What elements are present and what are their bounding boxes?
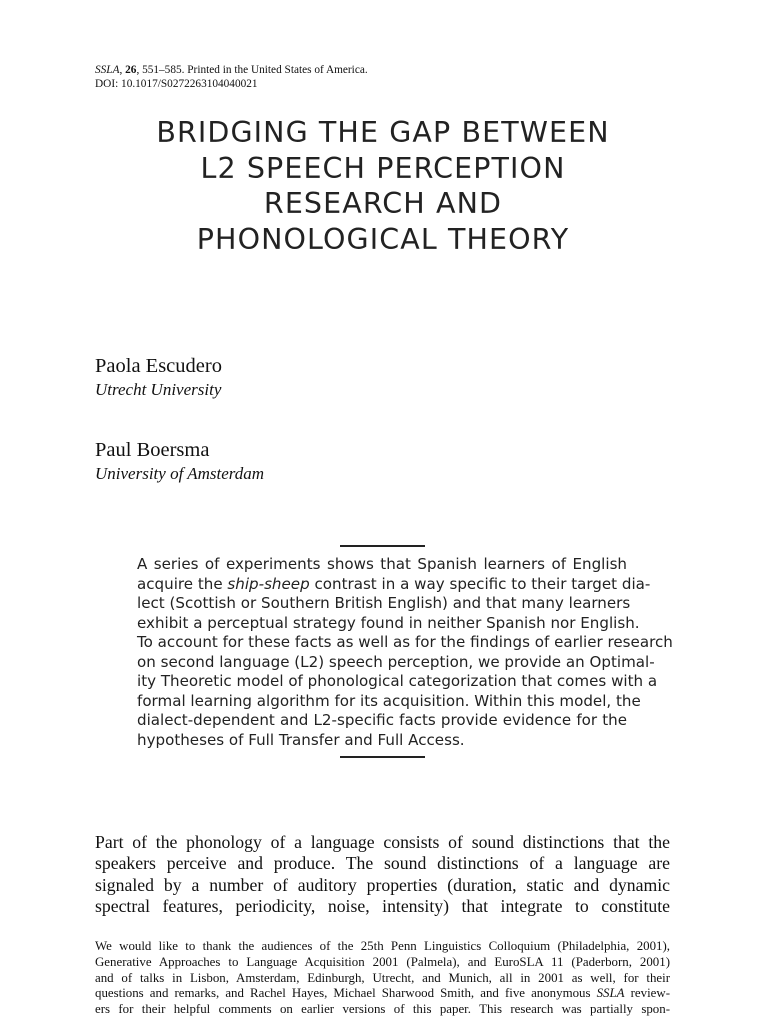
journal-abbrev: SSLA xyxy=(95,64,120,76)
abstract-emphasis: ship-sheep xyxy=(227,574,310,593)
title-line: L2 SPEECH PERCEPTION xyxy=(200,151,566,185)
author-name: Paola Escudero xyxy=(95,355,222,377)
body-paragraph xyxy=(95,832,670,917)
abstract-line: A series of experiments shows that Spanish learners of English xyxy=(137,555,627,573)
volume-number: 26 xyxy=(125,64,137,76)
abstract xyxy=(137,555,673,750)
journal-header xyxy=(95,63,368,91)
abstract-text: acquire the xyxy=(137,574,228,593)
doi-line: DOI: 10.1017/S0272263104040021 xyxy=(95,78,258,90)
footnote-line: Generative Approaches to Language Acquisition 2001 (Palmela), and EuroSLA 11 (Paderborn, 2001) xyxy=(95,954,670,969)
footnote-line xyxy=(95,986,670,1002)
footnote-line: and of talks in Lisbon, Amsterdam, Edinburgh, Utrecht, and Munich, all in 2001 as well, for their xyxy=(95,970,670,985)
author-affiliation: University of Amsterdam xyxy=(95,464,265,483)
author-block-2 xyxy=(95,438,264,486)
footnote-line: ers for their helpful comments on earlier versions of this paper. This research was partially spon- xyxy=(95,1002,670,1017)
author-block-1 xyxy=(95,354,222,402)
title-line: RESEARCH AND xyxy=(263,187,503,220)
author-name: Paul Boersma xyxy=(95,439,210,461)
footnote-text: review- xyxy=(624,986,671,1001)
body-line: spectral features, periodicity, noise, intensity) that integrate to constitute xyxy=(95,895,670,916)
abstract-line: on second language (L2) speech perception, we provide an Optimal- xyxy=(137,652,655,671)
pages-printed: , 551–585. Printed in the United States of America. xyxy=(136,64,368,76)
abstract-line: exhibit a perceptual strategy found in neither Spanish nor English. xyxy=(137,613,640,632)
abstract-top-rule xyxy=(340,545,425,547)
footnote-line: We would like to thank the audiences of the 25th Penn Linguistics Colloquium (Philadelphia, 2001), xyxy=(95,939,670,953)
abstract-text: contrast in a way specific to their target dia- xyxy=(309,574,651,593)
footnote-text: questions and remarks, and Rachel Hayes, Michael Sharwood Smith, and five anonymous xyxy=(95,986,597,1001)
body-line: speakers perceive and produce. The sound distinctions of a language are xyxy=(95,853,670,874)
abstract-line: formal learning algorithm for its acquisition. Within this model, the xyxy=(137,691,641,710)
abstract-line xyxy=(137,574,651,595)
abstract-line: lect (Scottish or Southern British English) and that many learners xyxy=(137,594,631,612)
body-line: Part of the phonology of a language consists of sound distinctions that the xyxy=(95,832,670,852)
author-affiliation: Utrecht University xyxy=(95,380,222,399)
abstract-line: To account for these facts as well as for the findings of earlier research xyxy=(137,633,673,651)
abstract-line: ity Theoretic model of phonological categorization that comes with a xyxy=(137,672,658,690)
footnote-emphasis: SSLA xyxy=(596,986,625,1001)
citation-line: SSLA, 26, 551–585. Printed in the United States of America. xyxy=(95,64,368,76)
abstract-line: dialect-dependent and L2-specific facts provide evidence for the xyxy=(137,711,627,729)
article-title xyxy=(95,115,671,257)
body-line: signaled by a number of auditory properties (duration, static and dynamic xyxy=(95,874,670,895)
title-line: PHONOLOGICAL THEORY xyxy=(196,222,570,256)
title-line: BRIDGING THE GAP BETWEEN xyxy=(156,116,610,149)
abstract-bottom-rule xyxy=(340,756,425,758)
abstract-line: hypotheses of Full Transfer and Full Access. xyxy=(137,730,465,749)
acknowledgment-footnote xyxy=(95,939,670,1018)
